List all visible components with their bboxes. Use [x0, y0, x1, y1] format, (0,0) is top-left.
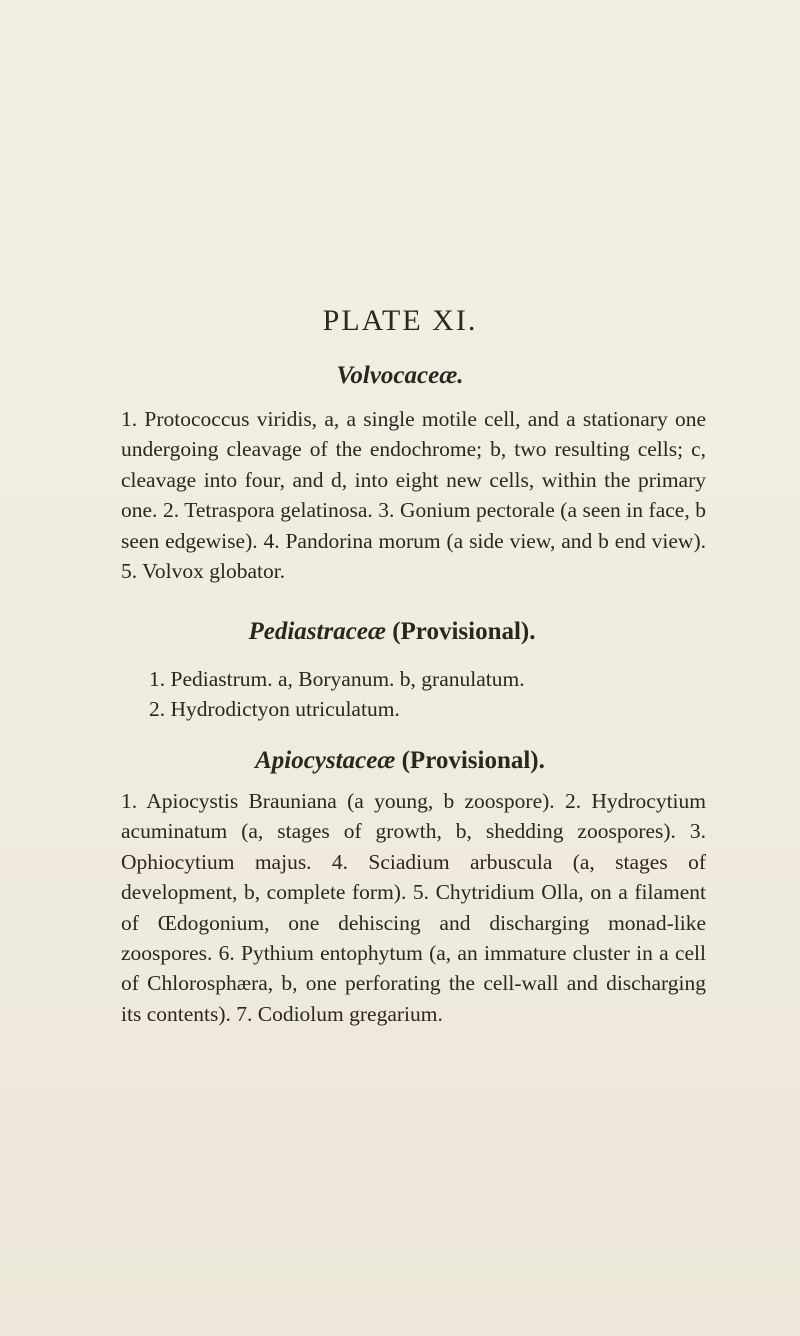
- section-text: 1. Protococcus viridis, a, a single motile cell, and a stationary one undergoing cleavage of the endochrome; b, two resulting cells; c, cleavage into four, and d, into eight new cells, within the primary one. 2. Tetraspora gelatinosa. 3. Gonium pectorale (a seen in face, b seen edgewise). 4. Pandorina morum (a side view, and b end view). 5. Volvox globator.: [121, 407, 706, 584]
- family-heading-volvocaceae: [0, 361, 800, 391]
- section-text: 1. Apiocystis Brauniana (a young, b zoospore). 2. Hydrocytium acuminatum (a, stages of growth, b, shedding zoospores). 3. Ophiocytium majus. 4. Sciadium arbuscula (a, stages of development, b, complete form). 5. Chytridium Olla, on a filament of Œdogonium, one dehiscing and discharging monad-like zoospores. 6. Pythium entophytum (a, an immature cluster in a cell of Chlorosphæra, b, one perforating the cell-wall and discharging its contents). 7. Codiolum gregarium.: [121, 789, 706, 1026]
- family-name: Pediastraceæ: [248, 618, 386, 645]
- family-provisional-note: (Provisional).: [392, 618, 536, 645]
- section-line: 1. Pediastrum. a, Boryanum. b, granulatum.: [149, 667, 525, 691]
- section-volvocaceae: [121, 404, 706, 586]
- plate-title: PLATE XI.: [322, 304, 478, 337]
- family-heading-pediastraceae: [0, 617, 792, 647]
- section-line: 2. Hydrodictyon utriculatum.: [149, 697, 400, 722]
- family-name: Apiocystaceæ: [255, 747, 396, 774]
- section-pediastraceae: [121, 664, 706, 725]
- family-name: Volvocaceæ.: [336, 362, 464, 389]
- section-apiocystaceae: [121, 786, 706, 1029]
- family-heading-apiocystaceae: [0, 746, 800, 776]
- family-provisional-note: (Provisional).: [401, 747, 545, 774]
